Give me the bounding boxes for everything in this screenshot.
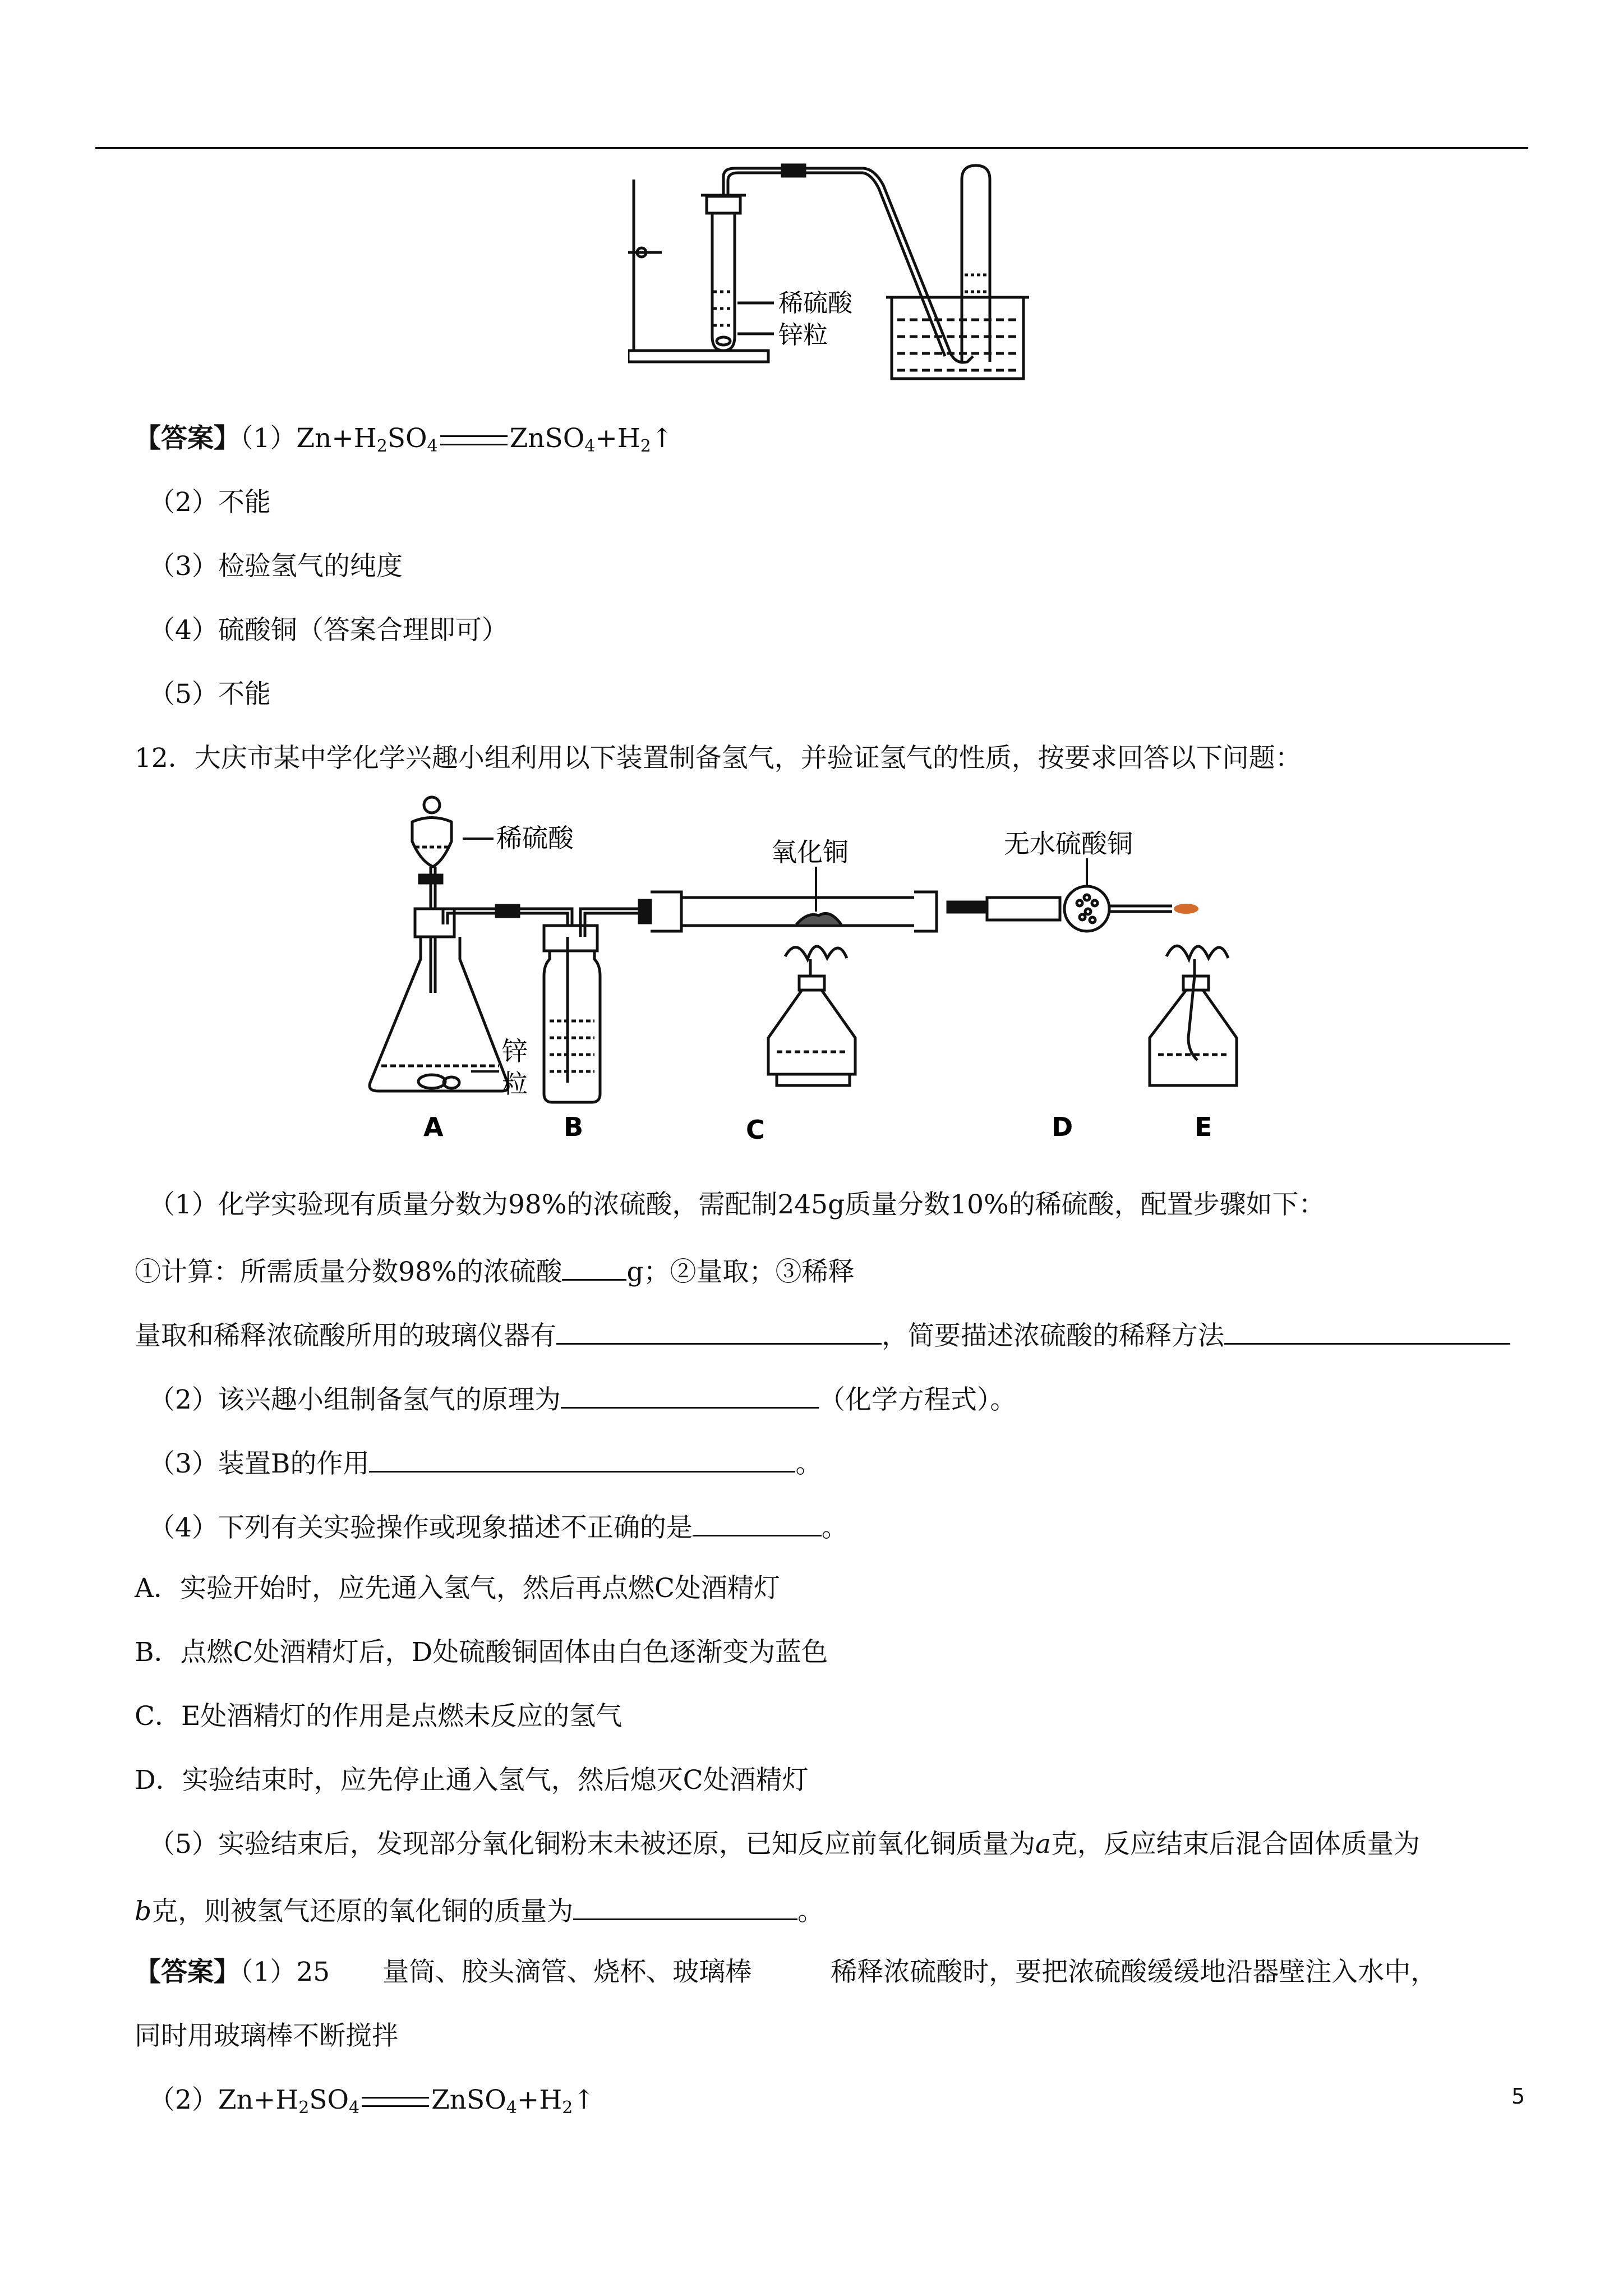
label-E: E — [1195, 1112, 1212, 1142]
answer1-q5: （5）不能 — [149, 679, 271, 710]
label-C: C — [746, 1115, 765, 1145]
apparatus-figure-2 — [359, 791, 1267, 1150]
q12-part1-instr: 量取和稀释浓硫酸所用的玻璃仪器有 ，简要描述浓硫酸的稀释方法 — [135, 1316, 1510, 1353]
answer2-line1: 【答案】（1）25 量筒、胶头滴管、烧杯、玻璃棒 稀释浓硫酸时，要把浓硫酸缓缓地沿器壁注入水中， — [135, 1957, 1437, 1987]
answer2-q2: $(2)Zn+H_2SO_4$ $ZnSO_4+H_2↑$ — [149, 2085, 595, 2118]
apparatus-figure-1 — [628, 163, 1043, 387]
label-D: D — [1052, 1112, 1073, 1142]
equals-sign — [440, 435, 508, 445]
label-B: B — [564, 1112, 584, 1142]
label-zinc-fig2-1: 锌 — [502, 1036, 528, 1066]
answer1-q3: （3）检验氢气的纯度 — [149, 551, 403, 582]
label-A: A — [423, 1112, 444, 1142]
label-zinc-fig1: 锌粒 — [778, 321, 828, 349]
blank-7[interactable] — [573, 1892, 797, 1920]
label-acid-fig1: 稀硫酸 — [778, 289, 852, 318]
blank-4[interactable] — [561, 1380, 819, 1409]
q12-option-b: B．点燃C处酒精灯后，D处硫酸铜固体由白色逐渐变为蓝色 — [135, 1637, 828, 1668]
q12-part3: （3）装置B的作用 。 — [149, 1444, 822, 1481]
q12-part1-calc: ①计算：所需质量分数98%的浓硫酸 g；②量取；③稀释 — [135, 1252, 855, 1289]
answer1-q2: （2）不能 — [149, 487, 271, 518]
equals-sign — [362, 2097, 429, 2107]
label-zinc-fig2-2: 粒 — [502, 1069, 528, 1099]
q12-option-a: A．实验开始时，应先通入氢气，然后再点燃C处酒精灯 — [135, 1573, 780, 1604]
q12-part2: （2）该兴趣小组制备氢气的原理为 （化学方程式）。 — [149, 1380, 1016, 1417]
q12-part5-line2: b克，则被氢气还原的氧化铜的质量为 。 — [135, 1892, 824, 1929]
header-rule — [95, 147, 1528, 149]
q12-option-c: C．E处酒精灯的作用是点燃未反应的氢气 — [135, 1701, 623, 1732]
blank-3[interactable] — [1224, 1316, 1510, 1345]
blank-1[interactable] — [562, 1252, 626, 1281]
label-cuso4: 无水硫酸铜 — [1004, 829, 1133, 859]
label-cuo: 氧化铜 — [771, 837, 849, 867]
q12-part5-line1: （5）实验结束后，发现部分氧化铜粉末未被还原，已知反应前氧化铜质量为a克，反应结束后混合固体质量为 — [149, 1829, 1420, 1860]
page-number: 5 — [1511, 2084, 1525, 2109]
answer2-line2: 同时用玻璃棒不断搅拌 — [135, 2021, 398, 2051]
blank-5[interactable] — [369, 1444, 795, 1473]
q12-part4: （4）下列有关实验操作或现象描述不正确的是 。 — [149, 1508, 848, 1545]
blank-6[interactable] — [693, 1508, 822, 1536]
blank-2[interactable] — [556, 1316, 882, 1345]
answer1-q1: 【答案】$(1)Zn+H_2SO_4$ $ZnSO_4+H_2↑$ — [135, 423, 674, 456]
answer1-q4: （4）硫酸铜（答案合理即可） — [149, 615, 508, 646]
answer1-tag: 【答案】 — [135, 423, 240, 454]
question12-stem: 12．大庆市某中学化学兴趣小组利用以下装置制备氢气，并验证氢气的性质，按要求回答以下问题： — [135, 743, 1302, 774]
label-acid-fig2: 稀硫酸 — [496, 823, 574, 853]
answer2-tag: 【答案】 — [135, 1957, 240, 1987]
q12-part1: （1）化学实验现有质量分数为98%的浓硫酸，需配制245g质量分数10%的稀硫酸，配置步骤如下： — [149, 1189, 1325, 1220]
q12-option-d: D．实验结束时，应先停止通入氢气，然后熄灭C处酒精灯 — [135, 1765, 809, 1796]
